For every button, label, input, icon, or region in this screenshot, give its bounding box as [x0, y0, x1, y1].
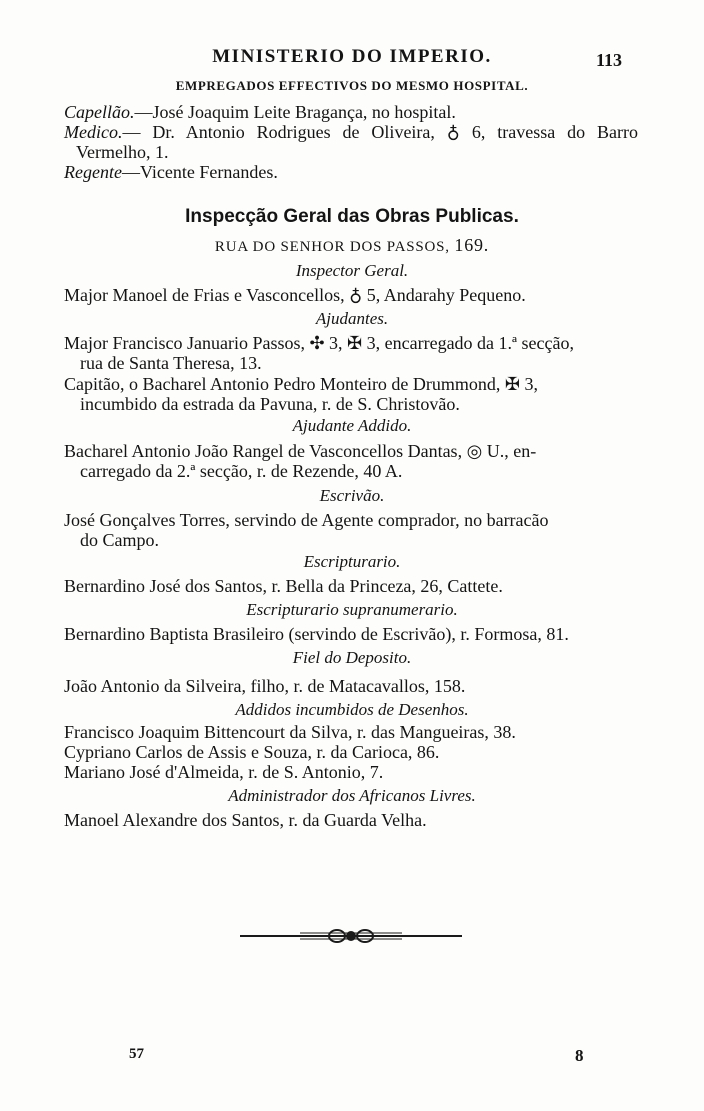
heading-inspector-geral: Inspector Geral.: [295, 261, 409, 280]
running-title: MINISTERIO DO IMPERIO.: [212, 46, 492, 67]
page-number: 113: [596, 50, 623, 70]
heading-ajudantes: Ajudantes.: [315, 309, 389, 328]
line-escrivao-b: do Campo.: [80, 530, 159, 550]
footer-mark: 8: [575, 1046, 584, 1065]
line-ajudante-1b: rua de Santa Theresa, 13.: [80, 353, 262, 373]
line-ajudante-2a: Capitão, o Bacharel Antonio Pedro Monteiro de Drummond, ✠ 3,: [64, 374, 539, 394]
entry-regente: Regente—Vicente Fernandes.: [64, 162, 278, 182]
heading-supranumerario: Escripturario supranumerario.: [246, 600, 458, 619]
decorative-rule-ornament: [240, 924, 462, 948]
line-fiel-deposito: João Antonio da Silveira, filho, r. de Matacavallos, 158.: [64, 676, 466, 696]
heading-ajudante-addido: Ajudante Addido.: [292, 416, 412, 435]
hospital-entries: [64, 102, 638, 182]
entry-medico: Medico.— Dr. Antonio Rodrigues de Oliveira, ♁ 6, travessa do Barro Vermelho, 1.: [64, 122, 638, 162]
heading-africanos-livres: Administrador dos Africanos Livres.: [228, 786, 476, 805]
line-desenhos-3: Mariano José d'Almeida, r. de S. Antonio, 7.: [64, 762, 384, 782]
line-ajudante-1a: Major Francisco Januario Passos, ✣ 3, ✠ 3, encarregado da 1.ª secção,: [64, 333, 574, 353]
line-escripturario: Bernardino José dos Santos, r. Bella da Princeza, 26, Cattete.: [64, 576, 503, 596]
section-title: Inspecção Geral das Obras Publicas.: [185, 206, 519, 227]
entry-capellao: Capellão.—José Joaquim Leite Bragança, no hospital.: [64, 102, 456, 122]
line-escrivao-a: José Gonçalves Torres, servindo de Agente comprador, no barracão: [64, 510, 549, 530]
section-address: RUA DO SENHOR DOS PASSOS, 169.: [214, 235, 490, 255]
line-addido-b: carregado da 2.ª secção, r. de Rezende, 40 A.: [80, 461, 403, 481]
heading-addidos-desenhos: Addidos incumbidos de Desenhos.: [235, 700, 469, 719]
signature-mark: 57: [129, 1046, 144, 1062]
heading-escrivao: Escrivão.: [319, 486, 385, 505]
line-inspector: Major Manoel de Frias e Vasconcellos, ♁ 5, Andarahy Pequeno.: [64, 285, 526, 305]
hospital-subheading: EMPREGADOS EFFECTIVOS DO MESMO HOSPITAL.: [175, 78, 529, 93]
line-africanos-livres: Manoel Alexandre dos Santos, r. da Guarda Velha.: [64, 810, 427, 830]
line-ajudante-2b: incumbido da estrada da Pavuna, r. de S. Christovão.: [80, 394, 460, 414]
line-desenhos-2: Cypriano Carlos de Assis e Souza, r. da Carioca, 86.: [64, 742, 440, 762]
line-desenhos-1: Francisco Joaquim Bittencourt da Silva, r. das Mangueiras, 38.: [64, 722, 516, 742]
line-addido-a: Bacharel Antonio João Rangel de Vasconcellos Dantas, ◎ U., en-: [64, 441, 537, 461]
heading-fiel-deposito: Fiel do Deposito.: [292, 648, 412, 667]
line-supranumerario: Bernardino Baptista Brasileiro (servindo de Escrivão), r. Formosa, 81.: [64, 624, 569, 644]
heading-escripturario: Escripturario.: [303, 552, 401, 571]
